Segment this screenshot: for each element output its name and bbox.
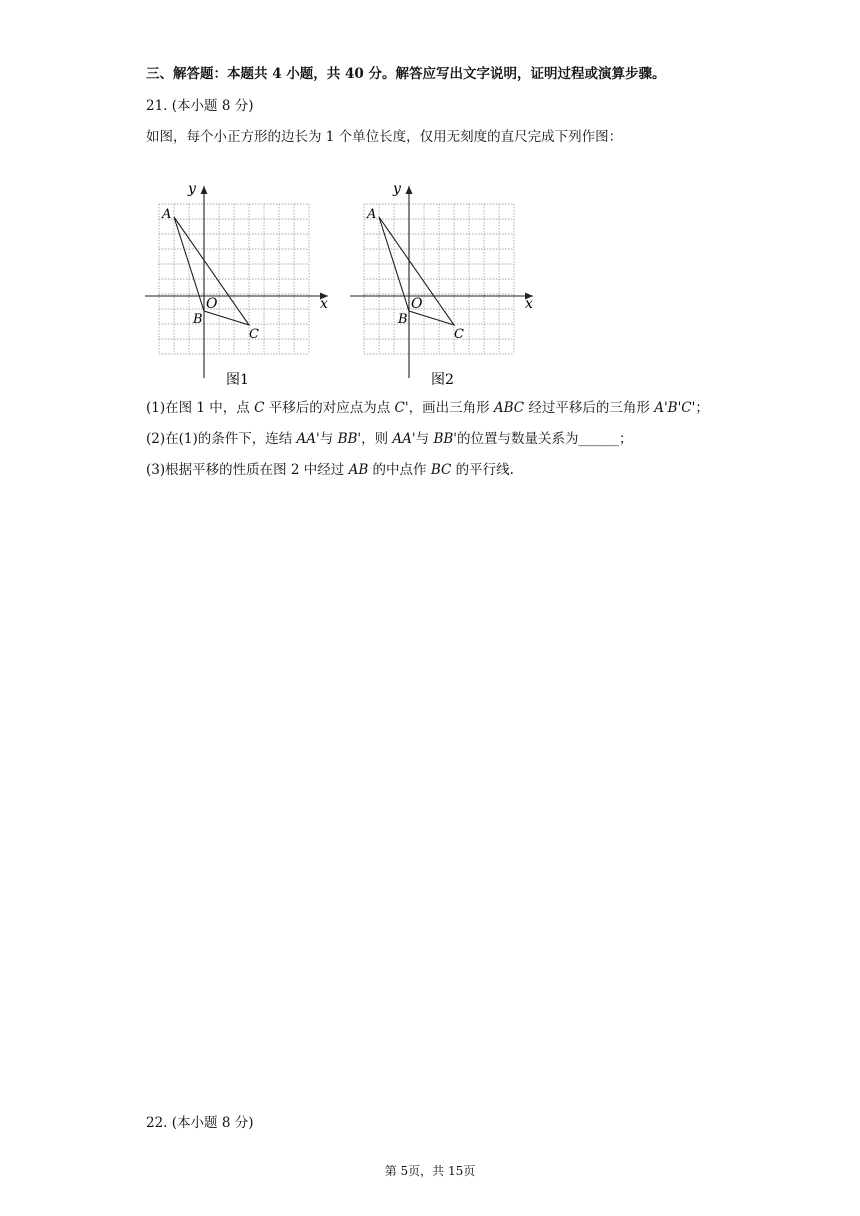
part2-segment-aa: AA': [392, 431, 416, 447]
figure-2-graph: [345, 178, 545, 393]
part2-segment-aa: AA': [296, 431, 320, 447]
figure-2-caption: 图2: [431, 372, 454, 388]
y-axis-label: y: [188, 181, 196, 197]
origin-label: O: [411, 296, 423, 312]
part1-point-c: C: [254, 400, 265, 416]
figure-1-graph: [140, 178, 340, 393]
q21-part1: [146, 398, 709, 418]
point-c-label: C: [249, 327, 259, 342]
part2-text: ，则: [361, 431, 393, 447]
part3-text: (3)根据平移的性质在图 2 中经过: [146, 462, 349, 478]
part1-triangle-abc: ABC: [493, 400, 525, 416]
y-axis-label: y: [393, 181, 401, 197]
part1-text: (1)在图 1 中，点: [146, 400, 255, 416]
part1-point-c-prime: C': [394, 400, 409, 416]
part2-text: (2)在(1)的条件下，连结: [146, 431, 297, 447]
part3-text: 的平行线.: [451, 462, 514, 478]
q21-header: 21. (本小题 8 分): [146, 98, 254, 114]
part2-segment-bb: BB': [433, 431, 457, 447]
point-a-label: A: [367, 207, 377, 222]
q21-intro: 如图，每个小正方形的边长为 1 个单位长度，仅用无刻度的直尺完成下列作图：: [146, 129, 623, 145]
grid: [159, 204, 309, 354]
part1-text: 平移后的对应点为点: [264, 400, 395, 416]
figure-2: [345, 178, 545, 393]
y-axis-arrow: [201, 186, 208, 194]
part2-text: 与: [415, 431, 434, 447]
x-axis-label: x: [525, 296, 533, 312]
part3-segment-bc: BC: [430, 462, 452, 478]
origin-label: O: [206, 296, 218, 312]
part2-segment-bb: BB': [337, 431, 362, 447]
point-a-label: A: [162, 207, 172, 222]
x-axis-label: x: [320, 296, 328, 312]
figure-1: [140, 178, 340, 393]
part1-text: 经过平移后的三角形: [524, 400, 655, 416]
part3-segment-ab: AB: [348, 462, 369, 478]
part2-text: 的位置与数量关系为: [457, 431, 579, 447]
part1-text: ；: [695, 400, 709, 416]
section-title: 三、解答题：本题共 4 小题，共 40 分。解答应写出文字说明，证明过程或演算步骤。: [146, 66, 666, 82]
y-axis-arrow: [406, 186, 413, 194]
figure-1-caption: 图1: [226, 372, 249, 388]
answer-blank[interactable]: ______: [578, 431, 619, 447]
q21-part2: [146, 429, 633, 449]
part3-text: 的中点作: [368, 462, 431, 478]
part2-text: 与: [319, 431, 338, 447]
part1-triangle-prime: A'B'C': [654, 400, 696, 416]
point-c-label: C: [454, 327, 464, 342]
part2-text: ；: [619, 431, 633, 447]
q22-header: 22. (本小题 8 分): [146, 1115, 254, 1131]
part1-text: ，画出三角形: [408, 400, 494, 416]
point-b-label: B: [398, 312, 408, 327]
grid: [364, 204, 514, 354]
q21-part3: [146, 460, 514, 480]
point-b-label: B: [193, 312, 203, 327]
page-footer: 第 5页，共 15页: [384, 1164, 476, 1178]
